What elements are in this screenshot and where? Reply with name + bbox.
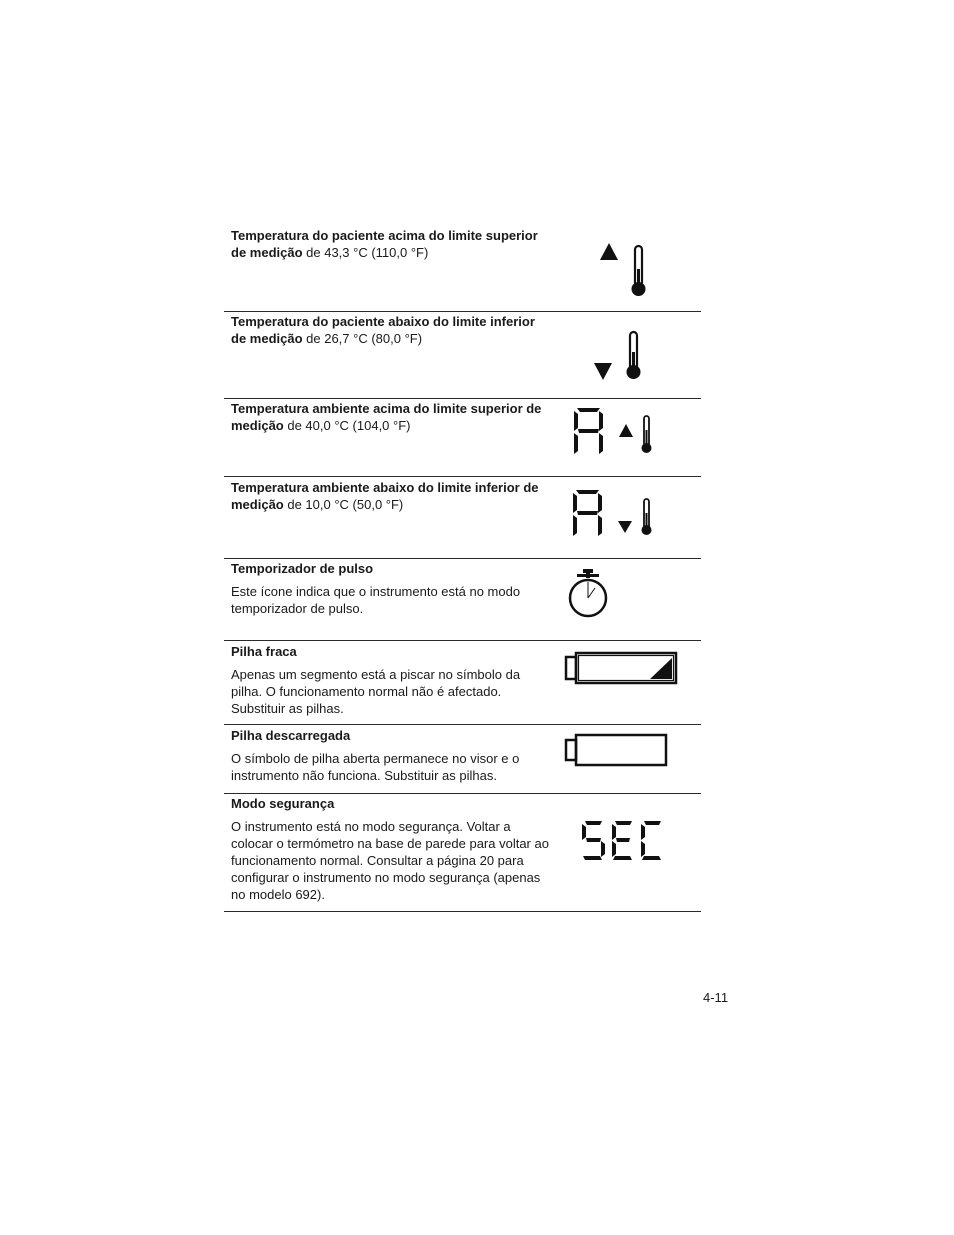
divider [224,558,701,559]
divider [224,311,701,312]
row-value: de 26,7 °C (80,0 °F) [302,331,423,346]
divider [224,398,701,399]
stopwatch-icon [566,568,612,620]
row-text [231,227,553,261]
low-battery-icon [564,649,679,687]
row-value: de 40,0 °C (104,0 °F) [283,418,411,433]
row-title: Temperatura do paciente abaixo do limite inferior de medição [231,314,535,346]
row-text [231,795,553,903]
row-ambient-above [224,398,701,476]
row-title: Pilha descarregada [231,728,351,743]
row-title: Pilha fraca [231,644,297,659]
divider [224,724,701,725]
divider [224,476,701,477]
row-text [231,560,553,617]
row-title: Temporizador de pulso [231,561,374,576]
row-text [231,479,553,513]
ambient-down-icon [570,488,660,540]
row-text [231,400,553,434]
row-title: Temperatura ambiente abaixo do limite inferior de medição [231,480,539,512]
row-patient-below [224,311,701,398]
row-text [231,727,553,784]
row-title: Temperatura do paciente acima do limite superior de medição [231,228,538,260]
row-description: Este ícone indica que o instrumento está no modo temporizador de pulso. [231,584,521,616]
empty-battery-icon [564,732,669,768]
row-secure-mode [224,793,701,912]
row-ambient-below [224,476,701,558]
row-text [231,313,553,347]
row-title: Modo segurança [231,796,335,811]
secure-mode-icon [580,819,664,863]
row-low-battery [224,640,701,724]
divider [224,793,701,794]
row-description: Apenas um segmento está a piscar no símbolo da pilha. O funcionamento normal não é afectado. Substituir as pilhas. [231,667,521,716]
divider [224,640,701,641]
row-value: de 10,0 °C (50,0 °F) [283,497,404,512]
row-text [231,643,553,717]
row-patient-above [224,226,701,311]
thermometer-down-icon [592,330,652,384]
ambient-up-icon [571,406,661,458]
row-title: Temperatura ambiente acima do limite superior de medição [231,401,542,433]
thermometer-up-icon [594,243,654,301]
row-pulse-timer [224,558,701,640]
row-value: de 43,3 °C (110,0 °F) [302,245,429,260]
row-empty-battery [224,724,701,793]
row-description: O instrumento está no modo segurança. Voltar a colocar o termómetro na base de parede para voltar ao funcionamento normal. Consultar a página 20 para configurar o instrumento no modo segurança (apenas no modelo 692). [231,819,549,902]
row-description: O símbolo de pilha aberta permanece no visor e o instrumento não funciona. Substituir as pilhas. [231,751,520,783]
page-number: 4-11 [703,990,729,1005]
